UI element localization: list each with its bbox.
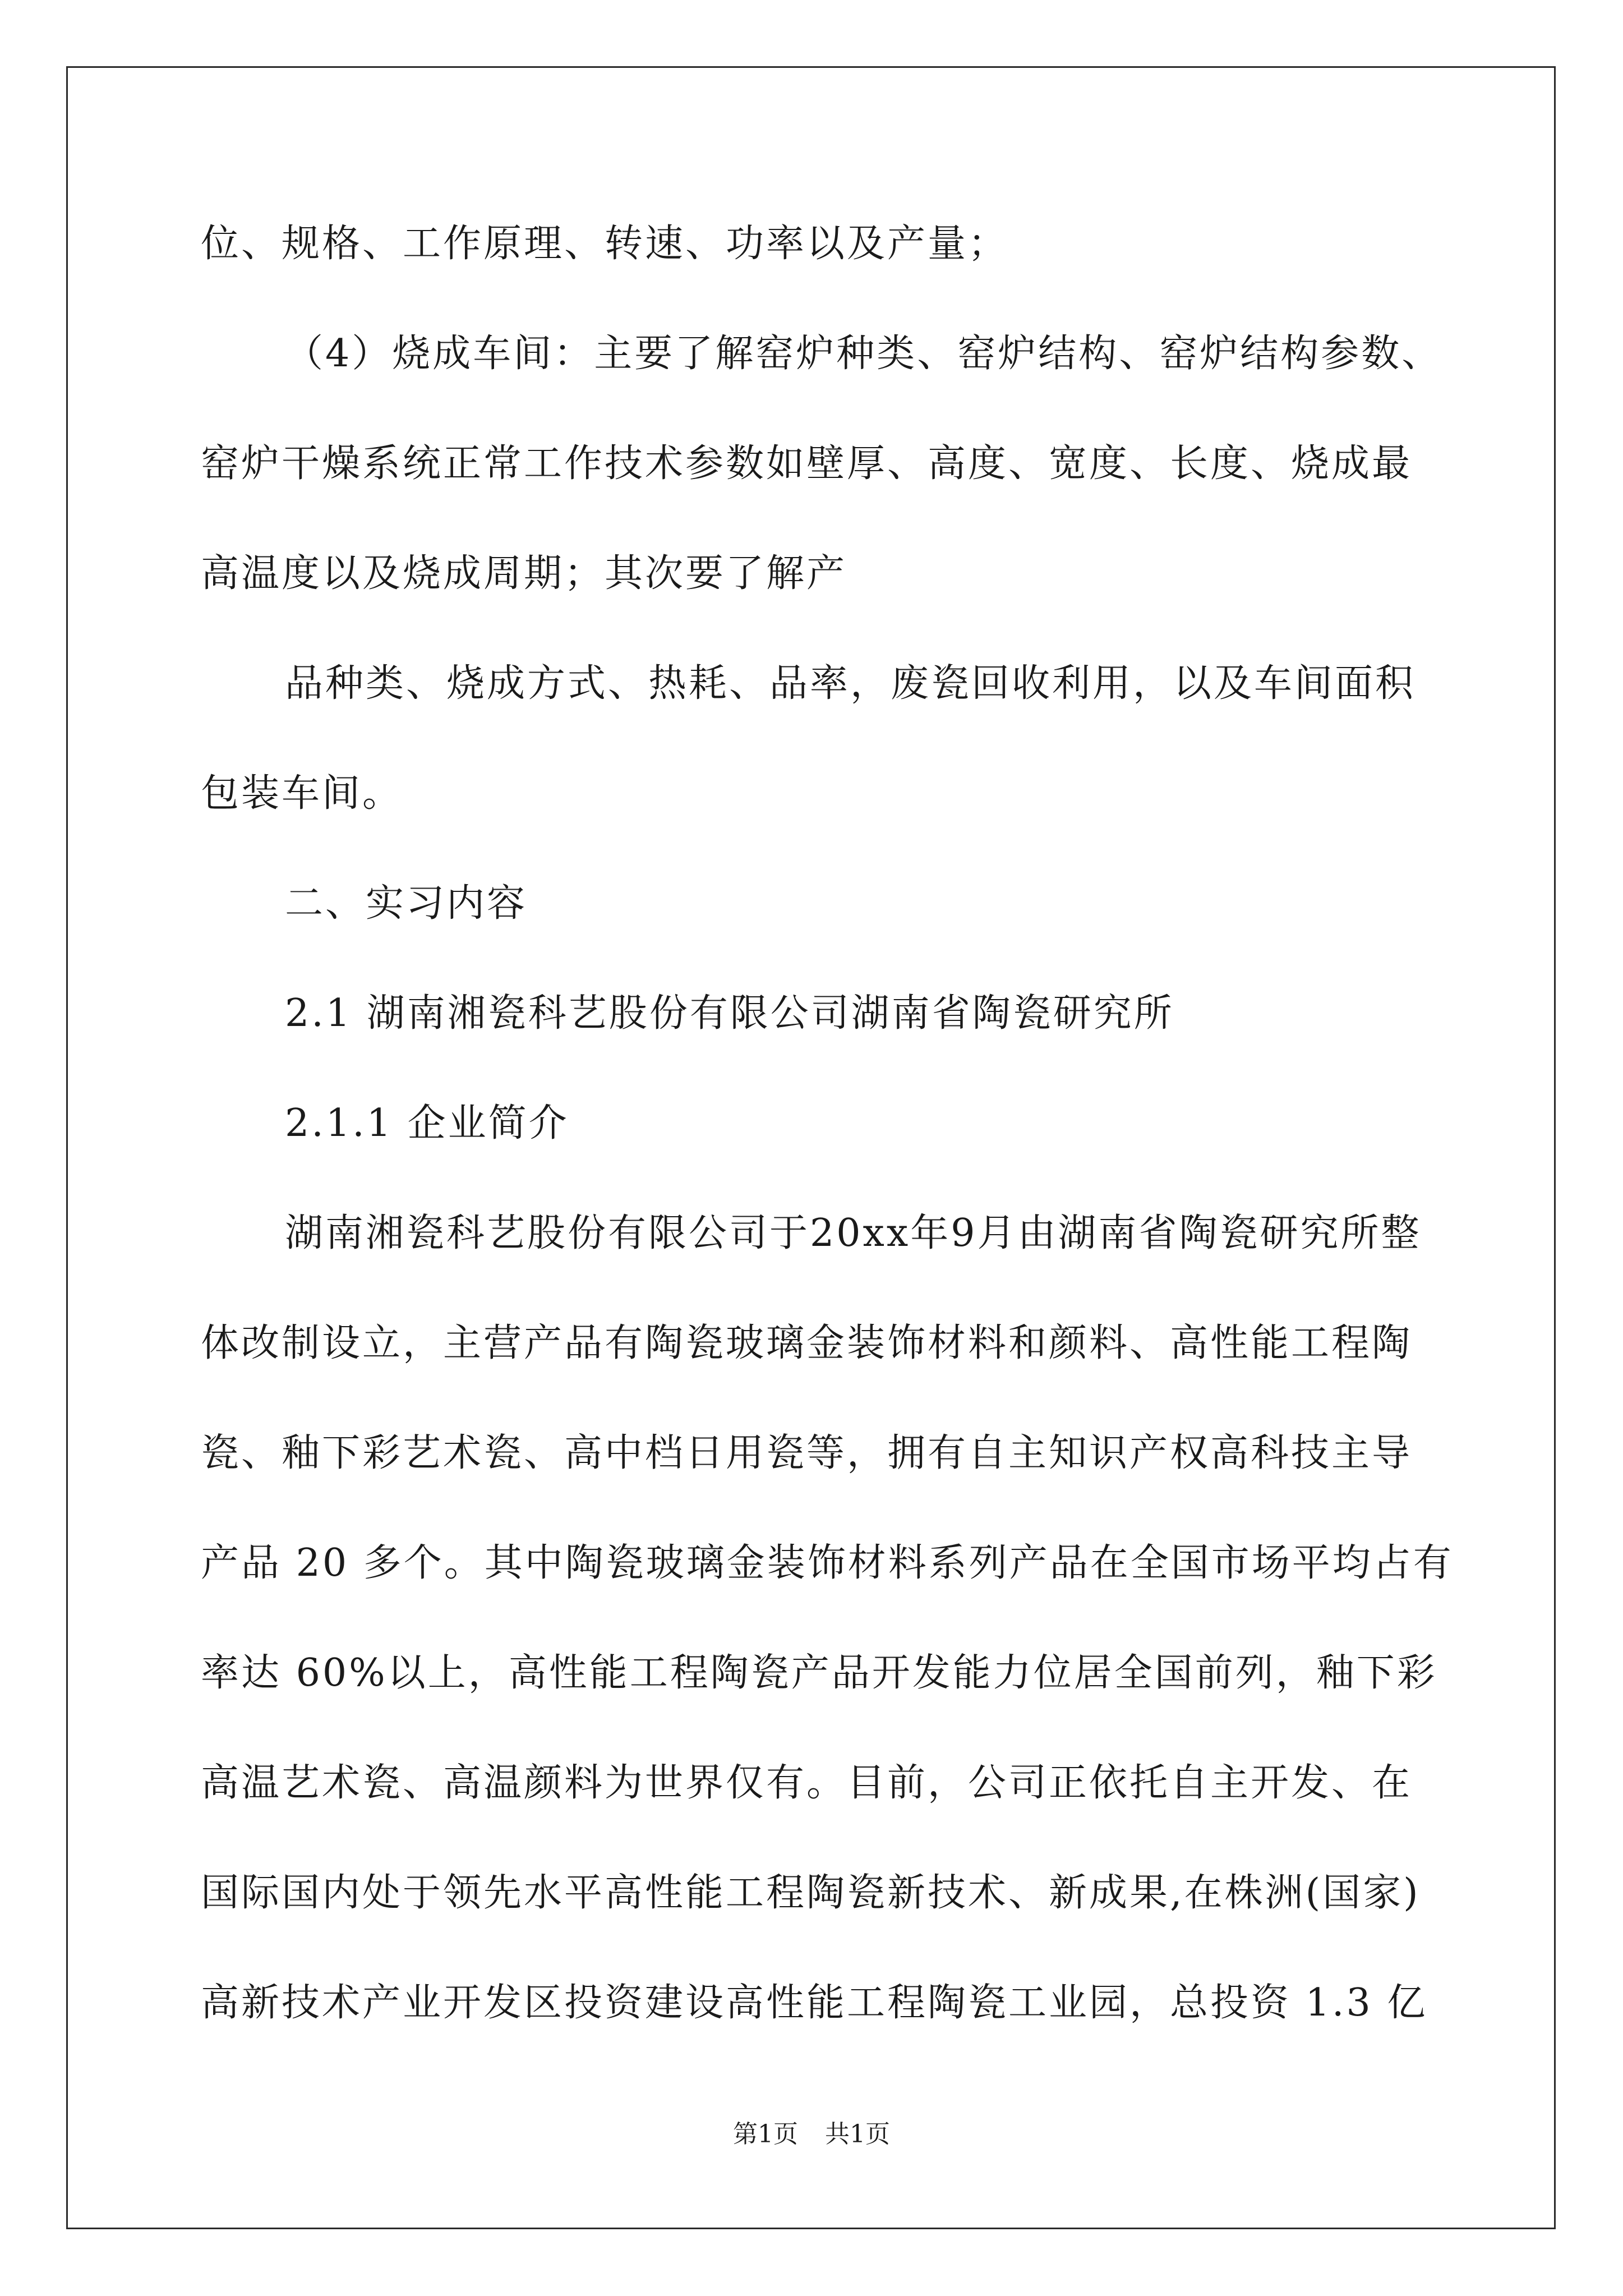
text-line: 国际国内处于领先水平高性能工程陶瓷新技术、新成果,在株洲(国家) [201, 1871, 1421, 1915]
text-line: 品种类、烧成方式、热耗、品率，废瓷回收利用，以及车间面积 [285, 661, 1416, 706]
page-number: 第1页 [733, 2120, 798, 2148]
subsection-heading: 2.1.1 企业简介 [285, 1101, 569, 1145]
section-heading: 二、实习内容 [285, 881, 528, 926]
text-line: 湖南湘瓷科艺股份有限公司于20xx年9月由湖南省陶瓷研究所整 [285, 1211, 1422, 1255]
text-line: 窑炉干燥系统正常工作技术参数如壁厚、高度、宽度、长度、烧成最 [201, 441, 1413, 486]
page-footer [0, 2118, 1623, 2151]
text-line: 体改制设立，主营产品有陶瓷玻璃金装饰材料和颜料、高性能工程陶 [201, 1321, 1413, 1365]
text-line: 位、规格、工作原理、转速、功率以及产量； [201, 222, 1009, 266]
text-line: 率达 60%以上，高性能工程陶瓷产品开发能力位居全国前列，釉下彩 [201, 1651, 1437, 1695]
text-line: 高温度以及烧成周期；其次要了解产 [201, 551, 847, 596]
subsection-heading: 2.1 湖南湘瓷科艺股份有限公司湖南省陶瓷研究所 [285, 991, 1174, 1036]
text-line: 产品 20 多个。其中陶瓷玻璃金装饰材料系列产品在全国市场平均占有 [201, 1541, 1454, 1585]
text-line: 高新技术产业开发区投资建设高性能工程陶瓷工业园，总投资 1.3 亿 [201, 1981, 1428, 2025]
text-line: 高温艺术瓷、高温颜料为世界仅有。目前，公司正依托自主开发、在 [201, 1761, 1413, 1805]
text-line: 瓷、釉下彩艺术瓷、高中档日用瓷等，拥有自主知识产权高科技主导 [201, 1431, 1413, 1475]
text-line: （4）烧成车间：主要了解窑炉种类、窑炉结构、窑炉结构参数、 [285, 332, 1442, 376]
text-line: 包装车间。 [201, 771, 403, 816]
page-total: 共1页 [825, 2120, 890, 2148]
